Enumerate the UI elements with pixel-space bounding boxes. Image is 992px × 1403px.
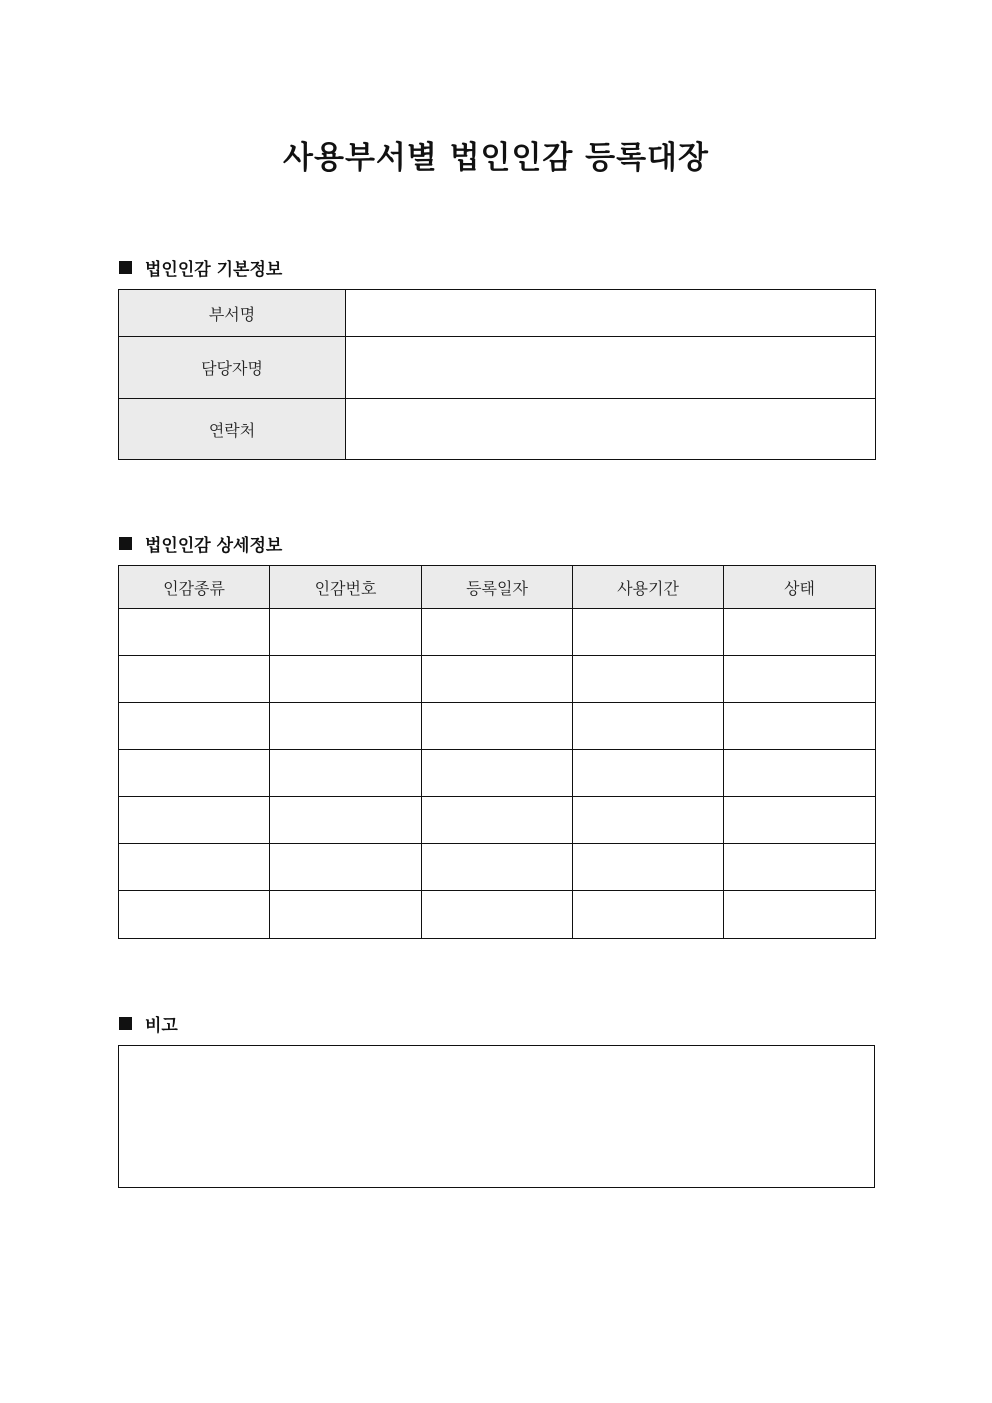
cell-registration-date[interactable] xyxy=(422,609,573,656)
cell-seal-number[interactable] xyxy=(270,750,422,797)
basic-info-table xyxy=(118,289,876,460)
page-title: 사용부서별 법인인감 등록대장 xyxy=(283,140,709,176)
cell-seal-number[interactable] xyxy=(270,844,422,891)
cell-seal-number[interactable] xyxy=(270,891,422,939)
table-row xyxy=(119,290,876,337)
section-heading-label: 법인인감 상세정보 xyxy=(145,536,283,556)
section-heading-label: 법인인감 기본정보 xyxy=(145,260,283,280)
cell-registration-date[interactable] xyxy=(422,656,573,703)
cell-seal-type[interactable] xyxy=(119,609,270,656)
cell-registration-date[interactable] xyxy=(422,750,573,797)
detail-info-table xyxy=(118,565,876,939)
cell-status[interactable] xyxy=(724,891,876,939)
column-header-seal-number: 인감번호 xyxy=(270,566,422,609)
cell-status[interactable] xyxy=(724,750,876,797)
table-row xyxy=(119,656,876,703)
table-row xyxy=(119,337,876,399)
department-name-field[interactable] xyxy=(346,290,876,337)
cell-seal-type[interactable] xyxy=(119,656,270,703)
table-row xyxy=(119,750,876,797)
contact-field[interactable] xyxy=(346,399,876,460)
cell-usage-period[interactable] xyxy=(573,656,724,703)
label-manager-name: 담당자명 xyxy=(119,337,346,399)
cell-usage-period[interactable] xyxy=(573,750,724,797)
cell-seal-type[interactable] xyxy=(119,703,270,750)
section-heading-remarks xyxy=(119,1011,178,1036)
label-department-name: 부서명 xyxy=(119,290,346,337)
table-header-row xyxy=(119,566,876,609)
table-row xyxy=(119,891,876,939)
manager-name-field[interactable] xyxy=(346,337,876,399)
cell-status[interactable] xyxy=(724,656,876,703)
cell-status[interactable] xyxy=(724,844,876,891)
cell-registration-date[interactable] xyxy=(422,703,573,750)
section-heading-detail-info xyxy=(119,531,282,556)
square-bullet-icon xyxy=(119,537,132,550)
cell-status[interactable] xyxy=(724,609,876,656)
section-heading-label: 비고 xyxy=(145,1016,178,1036)
cell-usage-period[interactable] xyxy=(573,797,724,844)
cell-registration-date[interactable] xyxy=(422,844,573,891)
column-header-seal-type: 인감종류 xyxy=(119,566,270,609)
label-contact: 연락처 xyxy=(119,399,346,460)
cell-usage-period[interactable] xyxy=(573,844,724,891)
square-bullet-icon xyxy=(119,261,132,274)
column-header-status: 상태 xyxy=(724,566,876,609)
cell-seal-type[interactable] xyxy=(119,750,270,797)
cell-seal-number[interactable] xyxy=(270,609,422,656)
remarks-field[interactable] xyxy=(118,1045,875,1188)
cell-seal-type[interactable] xyxy=(119,891,270,939)
cell-seal-type[interactable] xyxy=(119,797,270,844)
table-row xyxy=(119,399,876,460)
table-row xyxy=(119,609,876,656)
column-header-registration-date: 등록일자 xyxy=(422,566,573,609)
table-row xyxy=(119,844,876,891)
cell-registration-date[interactable] xyxy=(422,797,573,844)
cell-status[interactable] xyxy=(724,703,876,750)
cell-usage-period[interactable] xyxy=(573,609,724,656)
column-header-usage-period: 사용기간 xyxy=(573,566,724,609)
cell-seal-number[interactable] xyxy=(270,703,422,750)
cell-seal-number[interactable] xyxy=(270,797,422,844)
table-row xyxy=(119,797,876,844)
cell-seal-number[interactable] xyxy=(270,656,422,703)
cell-registration-date[interactable] xyxy=(422,891,573,939)
cell-usage-period[interactable] xyxy=(573,703,724,750)
section-heading-basic-info xyxy=(119,255,282,280)
square-bullet-icon xyxy=(119,1017,132,1030)
cell-usage-period[interactable] xyxy=(573,891,724,939)
table-row xyxy=(119,703,876,750)
cell-status[interactable] xyxy=(724,797,876,844)
cell-seal-type[interactable] xyxy=(119,844,270,891)
